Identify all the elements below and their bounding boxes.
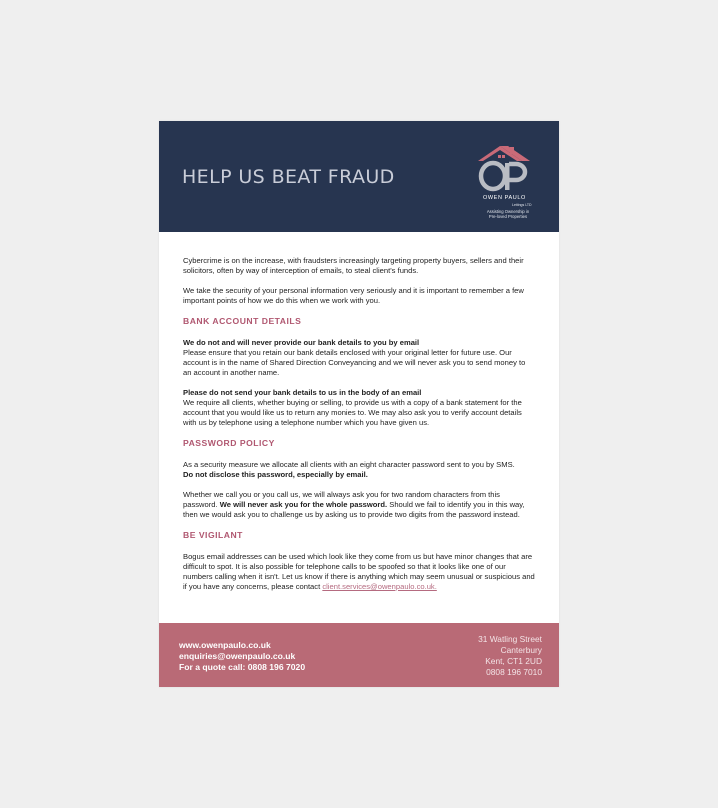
footer-contact (179, 640, 305, 673)
body-content (183, 256, 535, 602)
password-text-2b: Should we fail to identify you in this way, then we would ask you to challenge us by asking us to provide two digits from the password instead. (183, 500, 525, 519)
logo-tagline (474, 209, 542, 219)
password-text-2a: Whether we call you or you call us, we will always ask you for two random characters from this password. (183, 490, 500, 509)
house-roof-icon (472, 143, 548, 203)
password-paragraph-1 (183, 460, 535, 480)
bank-paragraph-1 (183, 338, 535, 378)
quote-phone: For a quote call: 0808 196 7020 (179, 662, 306, 672)
bank-paragraph-2 (183, 388, 535, 428)
bank-bold-1: We do not and will never provide our bank details to you by email (183, 338, 420, 347)
logo-name: OWEN PAULO (483, 195, 526, 201)
address-phone: 0808 196 7010 (486, 667, 542, 677)
flyer-page (159, 121, 559, 687)
bank-text-2: We require all clients, whether buying or selling, to provide us with a copy of a bank statement for the account that you would like us to return any monies to. We may also ask you to verify account details with us by telephone using a telephone number which you have given us. (183, 398, 522, 427)
bank-text-1: Please ensure that you retain our bank details enclosed with your original letter for future use. Our account is in the name of Shared Direction Conveyancing and we will never ask you to send money to an account in another name. (183, 348, 526, 377)
header-banner (159, 121, 559, 232)
vigilant-heading: BE VIGILANT (183, 530, 243, 540)
password-heading: PASSWORD POLICY (183, 438, 275, 448)
client-services-email-link[interactable]: client.services@owenpaulo.co.uk. (322, 582, 437, 591)
password-bold-2: We will never ask you for the whole password. (219, 500, 388, 509)
address-line: Canterbury (500, 645, 542, 655)
password-paragraph-2 (183, 490, 535, 520)
logo-tagline-line: Assisting Ownership in (486, 209, 530, 214)
intro-paragraph: Cybercrime is on the increase, with fraudsters increasingly targeting property buyers, sellers and their solicitors, often by way of interception of emails, to steal client's funds. (183, 256, 524, 275)
address-line: 31 Watling Street (478, 634, 542, 644)
intro-paragraph: We take the security of your personal information very seriously and it is important to remember a few important points of how we do this when we work with you. (183, 286, 524, 305)
enquiries-email-link[interactable]: enquiries@owenpaulo.co.uk (179, 651, 296, 661)
footer-address (478, 634, 542, 678)
password-bold-1: Do not disclose this password, especially by email. (183, 470, 368, 479)
address-line: Kent, CT1 2UD (485, 656, 542, 666)
password-text-1: As a security measure we allocate all clients with an eight character password sent to you by SMS. (183, 460, 515, 469)
website-link[interactable]: www.owenpaulo.co.uk (179, 640, 271, 650)
vigilant-text: Bogus email addresses can be used which look like they come from us but have minor changes that are difficult to spot. It is also possible for telephone calls to be spoofed so that it looks like one of our numbers calling when it isn't. Let us know if there is anything which may seem unusual or suspicious and if you have any concerns, please contact (183, 552, 535, 591)
footer-banner (159, 623, 559, 687)
vigilant-paragraph (183, 552, 535, 592)
logo-tagline-line: Pre-loved Properties (488, 214, 528, 219)
page-title: HELP US BEAT FRAUD (182, 166, 395, 188)
owen-paulo-logo (472, 143, 548, 225)
bank-bold-2: Please do not send your bank details to us in the body of an email (183, 388, 422, 397)
logo-ltd: Lettings LTD (512, 203, 532, 207)
bank-heading: BANK ACCOUNT DETAILS (183, 316, 302, 326)
